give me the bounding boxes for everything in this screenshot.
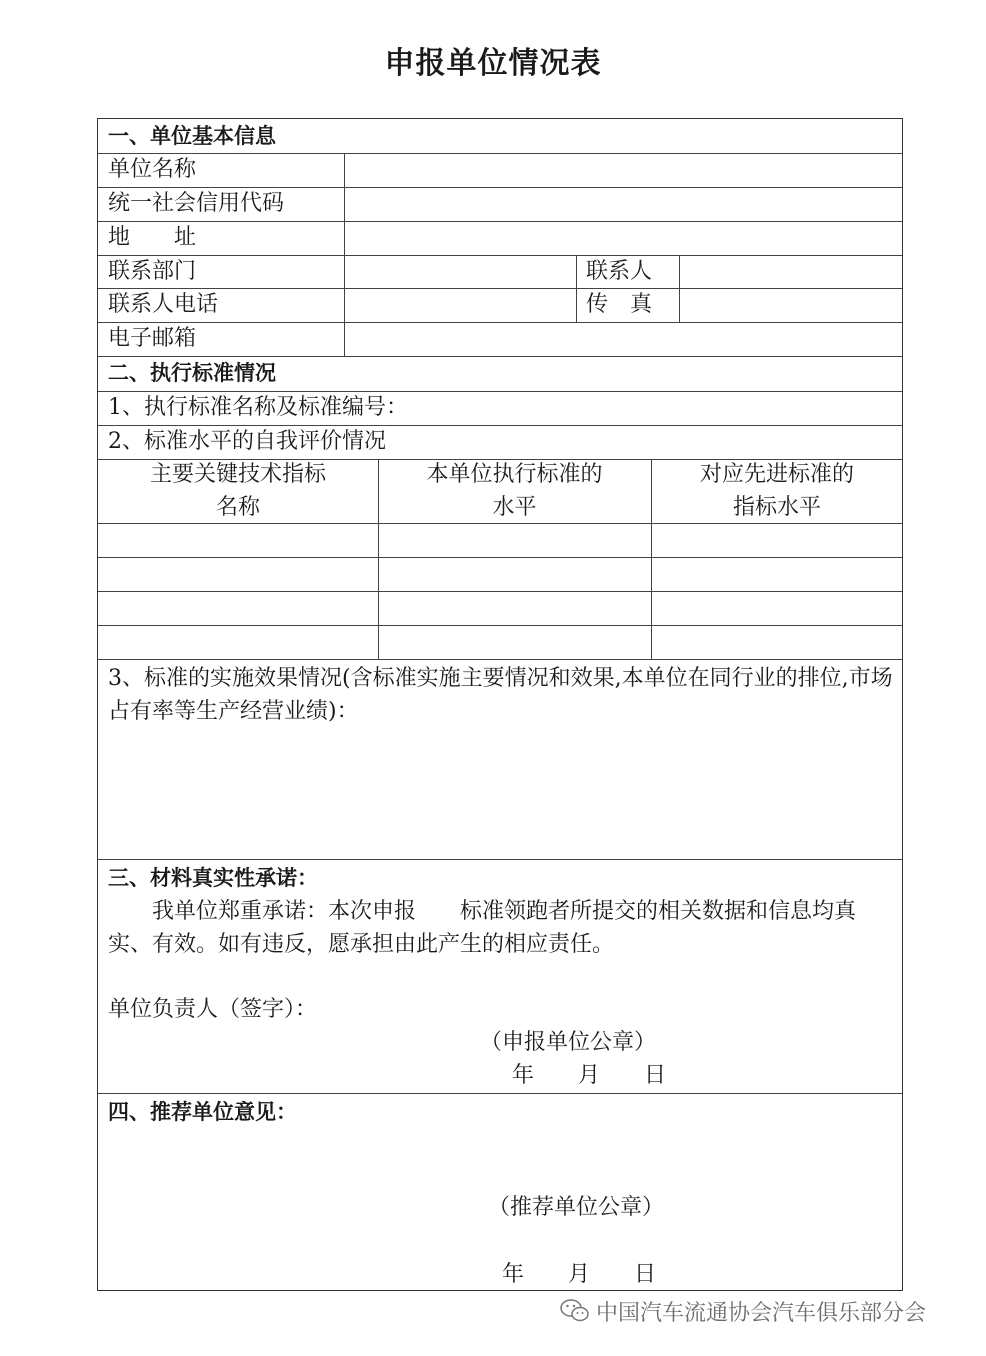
col-header-line: 名称 bbox=[215, 495, 260, 520]
recommender-date: 年 月 日 bbox=[502, 1262, 657, 1287]
row-divider bbox=[98, 859, 902, 860]
col-divider bbox=[344, 153, 345, 356]
col-header-line: 主要关键技术指标 bbox=[149, 462, 326, 487]
row-divider bbox=[98, 625, 902, 626]
label-department: 联系部门 bbox=[108, 259, 197, 284]
section2-heading: 二、执行标准情况 bbox=[108, 361, 276, 385]
col-header-line: 指标水平 bbox=[732, 495, 821, 520]
row-divider bbox=[98, 187, 902, 188]
row-divider bbox=[98, 557, 902, 558]
row-divider bbox=[98, 255, 902, 256]
col-divider bbox=[576, 255, 577, 322]
label-email: 电子邮箱 bbox=[108, 326, 197, 351]
watermark-text: 中国汽车流通协会汽车俱乐部分会 bbox=[596, 1301, 927, 1326]
applicant-seal: （申报单位公章） bbox=[480, 1030, 657, 1055]
wechat-icon bbox=[560, 1298, 590, 1330]
col-header-line: 对应先进标准的 bbox=[699, 462, 854, 487]
self-evaluation-item: 2、标准水平的自我评价情况 bbox=[108, 429, 386, 454]
watermark bbox=[560, 1296, 926, 1330]
application-form bbox=[97, 118, 903, 1291]
label-credit-code: 统一社会信用代码 bbox=[108, 191, 285, 216]
row-divider bbox=[98, 356, 902, 357]
section4-heading: 四、推荐单位意见： bbox=[108, 1100, 297, 1124]
applicant-date: 年 月 日 bbox=[512, 1063, 667, 1088]
row-divider bbox=[98, 659, 902, 660]
label-contact: 联系人 bbox=[586, 259, 653, 284]
row-divider bbox=[98, 322, 902, 323]
signature-label: 单位负责人（签字）： bbox=[108, 997, 318, 1022]
col-divider bbox=[679, 255, 680, 322]
row-divider bbox=[98, 221, 902, 222]
page-title: 申报单位情况表 bbox=[384, 46, 602, 81]
row-divider bbox=[98, 591, 902, 592]
row-divider bbox=[98, 153, 902, 154]
row-divider bbox=[98, 288, 902, 289]
col-header-indicator-name bbox=[98, 458, 378, 524]
recommender-seal: （推荐单位公章） bbox=[488, 1195, 665, 1220]
row-divider bbox=[98, 1093, 902, 1094]
col-header-line: 本单位执行标准的 bbox=[426, 462, 603, 487]
commitment-text: 我单位郑重承诺：本次申报 标准领跑者所提交的相关数据和信息均真实、有效。如有违反，愿承担由此产生的相应责任。 bbox=[108, 899, 857, 957]
implementation-effect-item: 3、标准的实施效果情况(含标准实施主要情况和效果,本单位在同行业的排位,市场占有率等生产经营业绩)： bbox=[108, 666, 893, 724]
standard-name-item: 1、执行标准名称及标准编号： bbox=[108, 395, 408, 420]
label-address: 地 址 bbox=[108, 225, 197, 250]
row-divider bbox=[98, 391, 902, 392]
section1-heading: 一、单位基本信息 bbox=[108, 124, 276, 148]
label-phone: 联系人电话 bbox=[108, 292, 219, 317]
col-header-line: 水平 bbox=[492, 495, 537, 520]
label-unit-name: 单位名称 bbox=[108, 157, 197, 182]
col-header-own-level bbox=[378, 458, 651, 524]
label-fax: 传 真 bbox=[586, 292, 653, 317]
col-header-advanced-level bbox=[651, 458, 903, 524]
section3-heading: 三、材料真实性承诺： bbox=[108, 866, 318, 890]
row-divider bbox=[98, 425, 902, 426]
